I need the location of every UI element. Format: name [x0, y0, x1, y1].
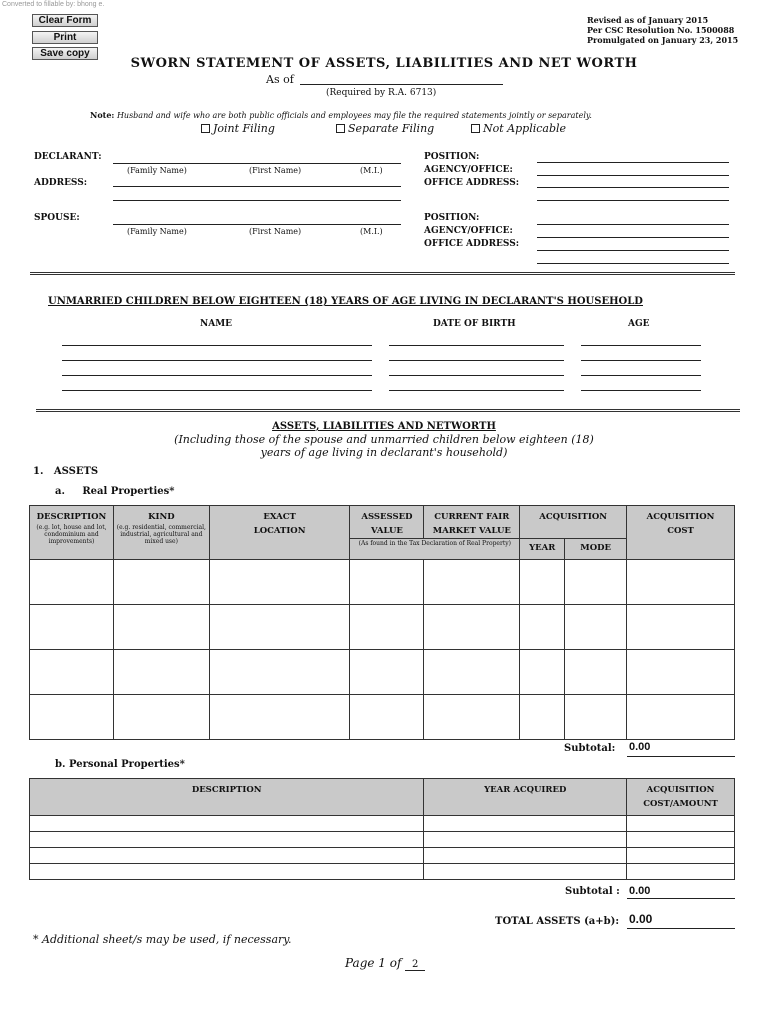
- table-cell[interactable]: [520, 695, 565, 740]
- declarant-name-field[interactable]: [113, 163, 401, 164]
- note-text: Husband and wife who are both public officials and employees may file the required statements jointly or separately.: [116, 111, 592, 120]
- description-header-label: DESCRIPTION: [36, 512, 107, 522]
- note-label: Note:: [90, 110, 115, 120]
- table-cell[interactable]: [424, 848, 627, 864]
- personal-acquisition-label: ACQUISITION: [646, 785, 715, 795]
- child-entry-field[interactable]: [581, 360, 701, 361]
- table-cell[interactable]: [30, 695, 114, 740]
- table-cell[interactable]: [30, 650, 114, 695]
- table-cell[interactable]: [113, 605, 209, 650]
- personal-cost-label: COST/AMOUNT: [643, 799, 718, 809]
- spouse-agency-field[interactable]: [537, 237, 729, 238]
- table-cell[interactable]: [627, 605, 735, 650]
- table-row: [30, 650, 735, 695]
- personal-description-header: DESCRIPTION: [30, 779, 424, 816]
- not-applicable-label: Not Applicable: [483, 122, 567, 135]
- kind-header: [113, 506, 209, 560]
- spouse-position-label: POSITION:: [424, 213, 480, 223]
- child-entry-field[interactable]: [389, 390, 564, 391]
- joint-filing-label: Joint Filing: [213, 122, 275, 135]
- real-subtotal-underline: [627, 756, 735, 757]
- table-cell[interactable]: [113, 560, 209, 605]
- checkbox[interactable]: [336, 124, 345, 133]
- table-cell[interactable]: [30, 560, 114, 605]
- office-address-label: OFFICE ADDRESS:: [424, 178, 520, 188]
- table-row: [30, 560, 735, 605]
- table-cell[interactable]: [30, 816, 424, 832]
- exact-label: EXACT: [263, 512, 296, 522]
- table-cell[interactable]: [209, 650, 350, 695]
- assets-heading: ASSETS, LIABILITIES AND NETWORTH: [272, 421, 496, 432]
- location-label: LOCATION: [253, 526, 306, 536]
- current-fair-label: CURRENT FAIR: [434, 512, 510, 522]
- table-cell[interactable]: [424, 605, 520, 650]
- table-cell[interactable]: [424, 650, 520, 695]
- child-entry-field[interactable]: [581, 345, 701, 346]
- separate-filing-label: Separate Filing: [348, 122, 435, 135]
- spouse-office-address-field[interactable]: [537, 263, 729, 264]
- save-copy-button[interactable]: Save copy: [32, 47, 98, 60]
- acquisition-header: ACQUISITION: [520, 506, 627, 539]
- assets-subheading: (Including those of the spouse and unmarried children below eighteen (18): [174, 433, 594, 446]
- revision-line: Per CSC Resolution No. 1500088: [587, 25, 735, 35]
- description-hint: (e.g. lot, house and lot, condominium and improvements): [36, 524, 107, 545]
- table-cell[interactable]: [209, 695, 350, 740]
- table-cell[interactable]: [30, 864, 424, 880]
- year-header: YEAR: [520, 539, 565, 560]
- acquisition-cost-header: [627, 506, 735, 560]
- table-cell[interactable]: [30, 848, 424, 864]
- table-cell[interactable]: [209, 560, 350, 605]
- assets-label: 1. ASSETS: [33, 466, 99, 477]
- first-name-hint: (First Name): [249, 227, 302, 236]
- page-title: SWORN STATEMENT OF ASSETS, LIABILITIES AND NET WORTH: [130, 56, 638, 71]
- value-label: VALUE: [370, 526, 403, 536]
- page-indicator: [345, 956, 425, 971]
- table-cell[interactable]: [30, 832, 424, 848]
- table-cell[interactable]: [565, 605, 627, 650]
- table-cell[interactable]: [113, 695, 209, 740]
- spouse-name-field[interactable]: [113, 224, 401, 225]
- real-subtotal-value[interactable]: 0.00: [629, 741, 651, 753]
- personal-properties-table: [29, 778, 735, 880]
- table-cell[interactable]: [565, 560, 627, 605]
- table-cell[interactable]: [424, 832, 627, 848]
- table-cell[interactable]: [520, 560, 565, 605]
- kind-hint: (e.g. residential, commercial, industrial, agricultural and mixed use): [116, 524, 206, 545]
- revision-line: Revised as of January 2015: [587, 15, 709, 25]
- agency-field[interactable]: [537, 175, 729, 176]
- family-name-hint: (Family Name): [127, 227, 187, 236]
- personal-properties-label: b. Personal Properties*: [55, 759, 185, 770]
- spouse-position-field[interactable]: [537, 224, 729, 225]
- table-row: [30, 605, 735, 650]
- cost-label: COST: [667, 526, 694, 536]
- total-assets-label: TOTAL ASSETS (a+b):: [495, 916, 620, 927]
- children-heading: UNMARRIED CHILDREN BELOW EIGHTEEN (18) YEARS OF AGE LIVING IN DECLARANT'S HOUSEHOLD: [48, 296, 643, 307]
- tax-declaration-hint: [350, 539, 520, 560]
- mi-hint: (M.I.): [360, 227, 383, 236]
- position-label: POSITION:: [424, 152, 480, 162]
- as-of-label: As of: [266, 73, 294, 86]
- real-properties-table: [29, 505, 735, 740]
- footnote: * Additional sheet/s may be used, if necessary.: [33, 933, 292, 946]
- table-cell[interactable]: [520, 605, 565, 650]
- child-entry-field[interactable]: [62, 360, 372, 361]
- personal-subtotal-label: Subtotal :: [565, 886, 620, 897]
- assessed-header: [350, 506, 424, 539]
- section-divider: [30, 272, 735, 275]
- page-label: Page 1 of: [345, 956, 402, 970]
- table-cell[interactable]: [565, 695, 627, 740]
- page-total: 2: [405, 959, 425, 971]
- position-field[interactable]: [537, 162, 729, 163]
- section-divider: [36, 409, 740, 412]
- child-entry-field[interactable]: [581, 390, 701, 391]
- table-cell[interactable]: [627, 650, 735, 695]
- office-address-field[interactable]: [537, 187, 729, 188]
- personal-subtotal-value[interactable]: 0.00: [629, 885, 651, 897]
- agency-label: AGENCY/OFFICE:: [424, 165, 513, 175]
- table-row: [30, 832, 735, 848]
- family-name-hint: (Family Name): [127, 166, 187, 175]
- total-assets-underline: [627, 928, 735, 929]
- address-label: ADDRESS:: [34, 178, 88, 188]
- as-of-field[interactable]: [300, 84, 503, 85]
- table-cell[interactable]: [627, 864, 735, 880]
- acquisition-cost-label: ACQUISITION: [646, 512, 715, 522]
- table-cell[interactable]: [350, 560, 424, 605]
- checkbox[interactable]: [471, 124, 480, 133]
- declarant-label: DECLARANT:: [34, 152, 102, 162]
- separate-filing-option[interactable]: [336, 122, 434, 135]
- age-column: AGE: [628, 319, 650, 329]
- spouse-agency-label: AGENCY/OFFICE:: [424, 226, 513, 236]
- table-cell[interactable]: [627, 832, 735, 848]
- assets-subheading: years of age living in declarant's household): [260, 446, 508, 459]
- revision-line: Promulgated on January 23, 2015: [587, 35, 739, 45]
- personal-subtotal-underline: [627, 898, 735, 899]
- child-entry-field[interactable]: [389, 360, 564, 361]
- mi-hint: (M.I.): [360, 166, 383, 175]
- kind-header-label: KIND: [148, 512, 175, 522]
- child-entry-field[interactable]: [389, 375, 564, 376]
- checkbox[interactable]: [201, 124, 210, 133]
- real-properties-label: a. Real Properties*: [55, 486, 175, 497]
- spouse-note: [90, 110, 592, 120]
- address-field[interactable]: [113, 186, 401, 187]
- table-cell[interactable]: [350, 650, 424, 695]
- spouse-office-address-label: OFFICE ADDRESS:: [424, 239, 520, 249]
- market-value-label: MARKET VALUE: [432, 526, 511, 536]
- table-cell[interactable]: [350, 695, 424, 740]
- total-assets-value[interactable]: 0.00: [629, 912, 653, 926]
- table-cell[interactable]: [113, 650, 209, 695]
- table-cell[interactable]: [627, 848, 735, 864]
- converted-note: Converted to fillable by: bhong e.: [2, 1, 105, 8]
- table-cell[interactable]: [424, 560, 520, 605]
- location-header: [209, 506, 350, 560]
- address-field[interactable]: [113, 200, 401, 201]
- table-cell[interactable]: [209, 605, 350, 650]
- print-button[interactable]: Print: [32, 31, 98, 44]
- table-row: [30, 864, 735, 880]
- child-entry-field[interactable]: [62, 345, 372, 346]
- description-header: [30, 506, 114, 560]
- table-cell[interactable]: [627, 816, 735, 832]
- personal-cost-header: [627, 779, 735, 816]
- revision-info: [587, 15, 738, 45]
- fair-value-header: [424, 506, 520, 539]
- table-cell[interactable]: [30, 605, 114, 650]
- table-row: [30, 848, 735, 864]
- child-entry-field[interactable]: [62, 390, 372, 391]
- spouse-office-address-field[interactable]: [537, 250, 729, 251]
- joint-filing-option[interactable]: [201, 122, 275, 135]
- child-entry-field[interactable]: [581, 375, 701, 376]
- first-name-hint: (First Name): [249, 166, 302, 175]
- child-entry-field[interactable]: [389, 345, 564, 346]
- child-entry-field[interactable]: [62, 375, 372, 376]
- table-row: [30, 816, 735, 832]
- real-subtotal-label: Subtotal:: [564, 743, 616, 754]
- table-cell[interactable]: [627, 695, 735, 740]
- table-cell[interactable]: [424, 695, 520, 740]
- table-row: [30, 695, 735, 740]
- year-acquired-header: YEAR ACQUIRED: [424, 779, 627, 816]
- table-cell[interactable]: [520, 650, 565, 695]
- office-address-field[interactable]: [537, 200, 729, 201]
- required-note: (Required by R.A. 6713): [326, 88, 437, 98]
- not-applicable-option[interactable]: [471, 122, 566, 135]
- table-cell[interactable]: [424, 816, 627, 832]
- table-cell[interactable]: [627, 560, 735, 605]
- table-cell[interactable]: [565, 650, 627, 695]
- table-cell[interactable]: [424, 864, 627, 880]
- assessed-label: ASSESSED: [361, 512, 413, 522]
- clear-form-button[interactable]: Clear Form: [32, 14, 98, 27]
- dob-column: DATE OF BIRTH: [433, 319, 516, 329]
- table-cell[interactable]: [350, 605, 424, 650]
- mode-header: MODE: [565, 539, 627, 560]
- name-column: NAME: [200, 319, 233, 329]
- spouse-label: SPOUSE:: [34, 213, 80, 223]
- tax-hint-text: (As found in the Tax Declaration of Real Property): [358, 540, 511, 547]
